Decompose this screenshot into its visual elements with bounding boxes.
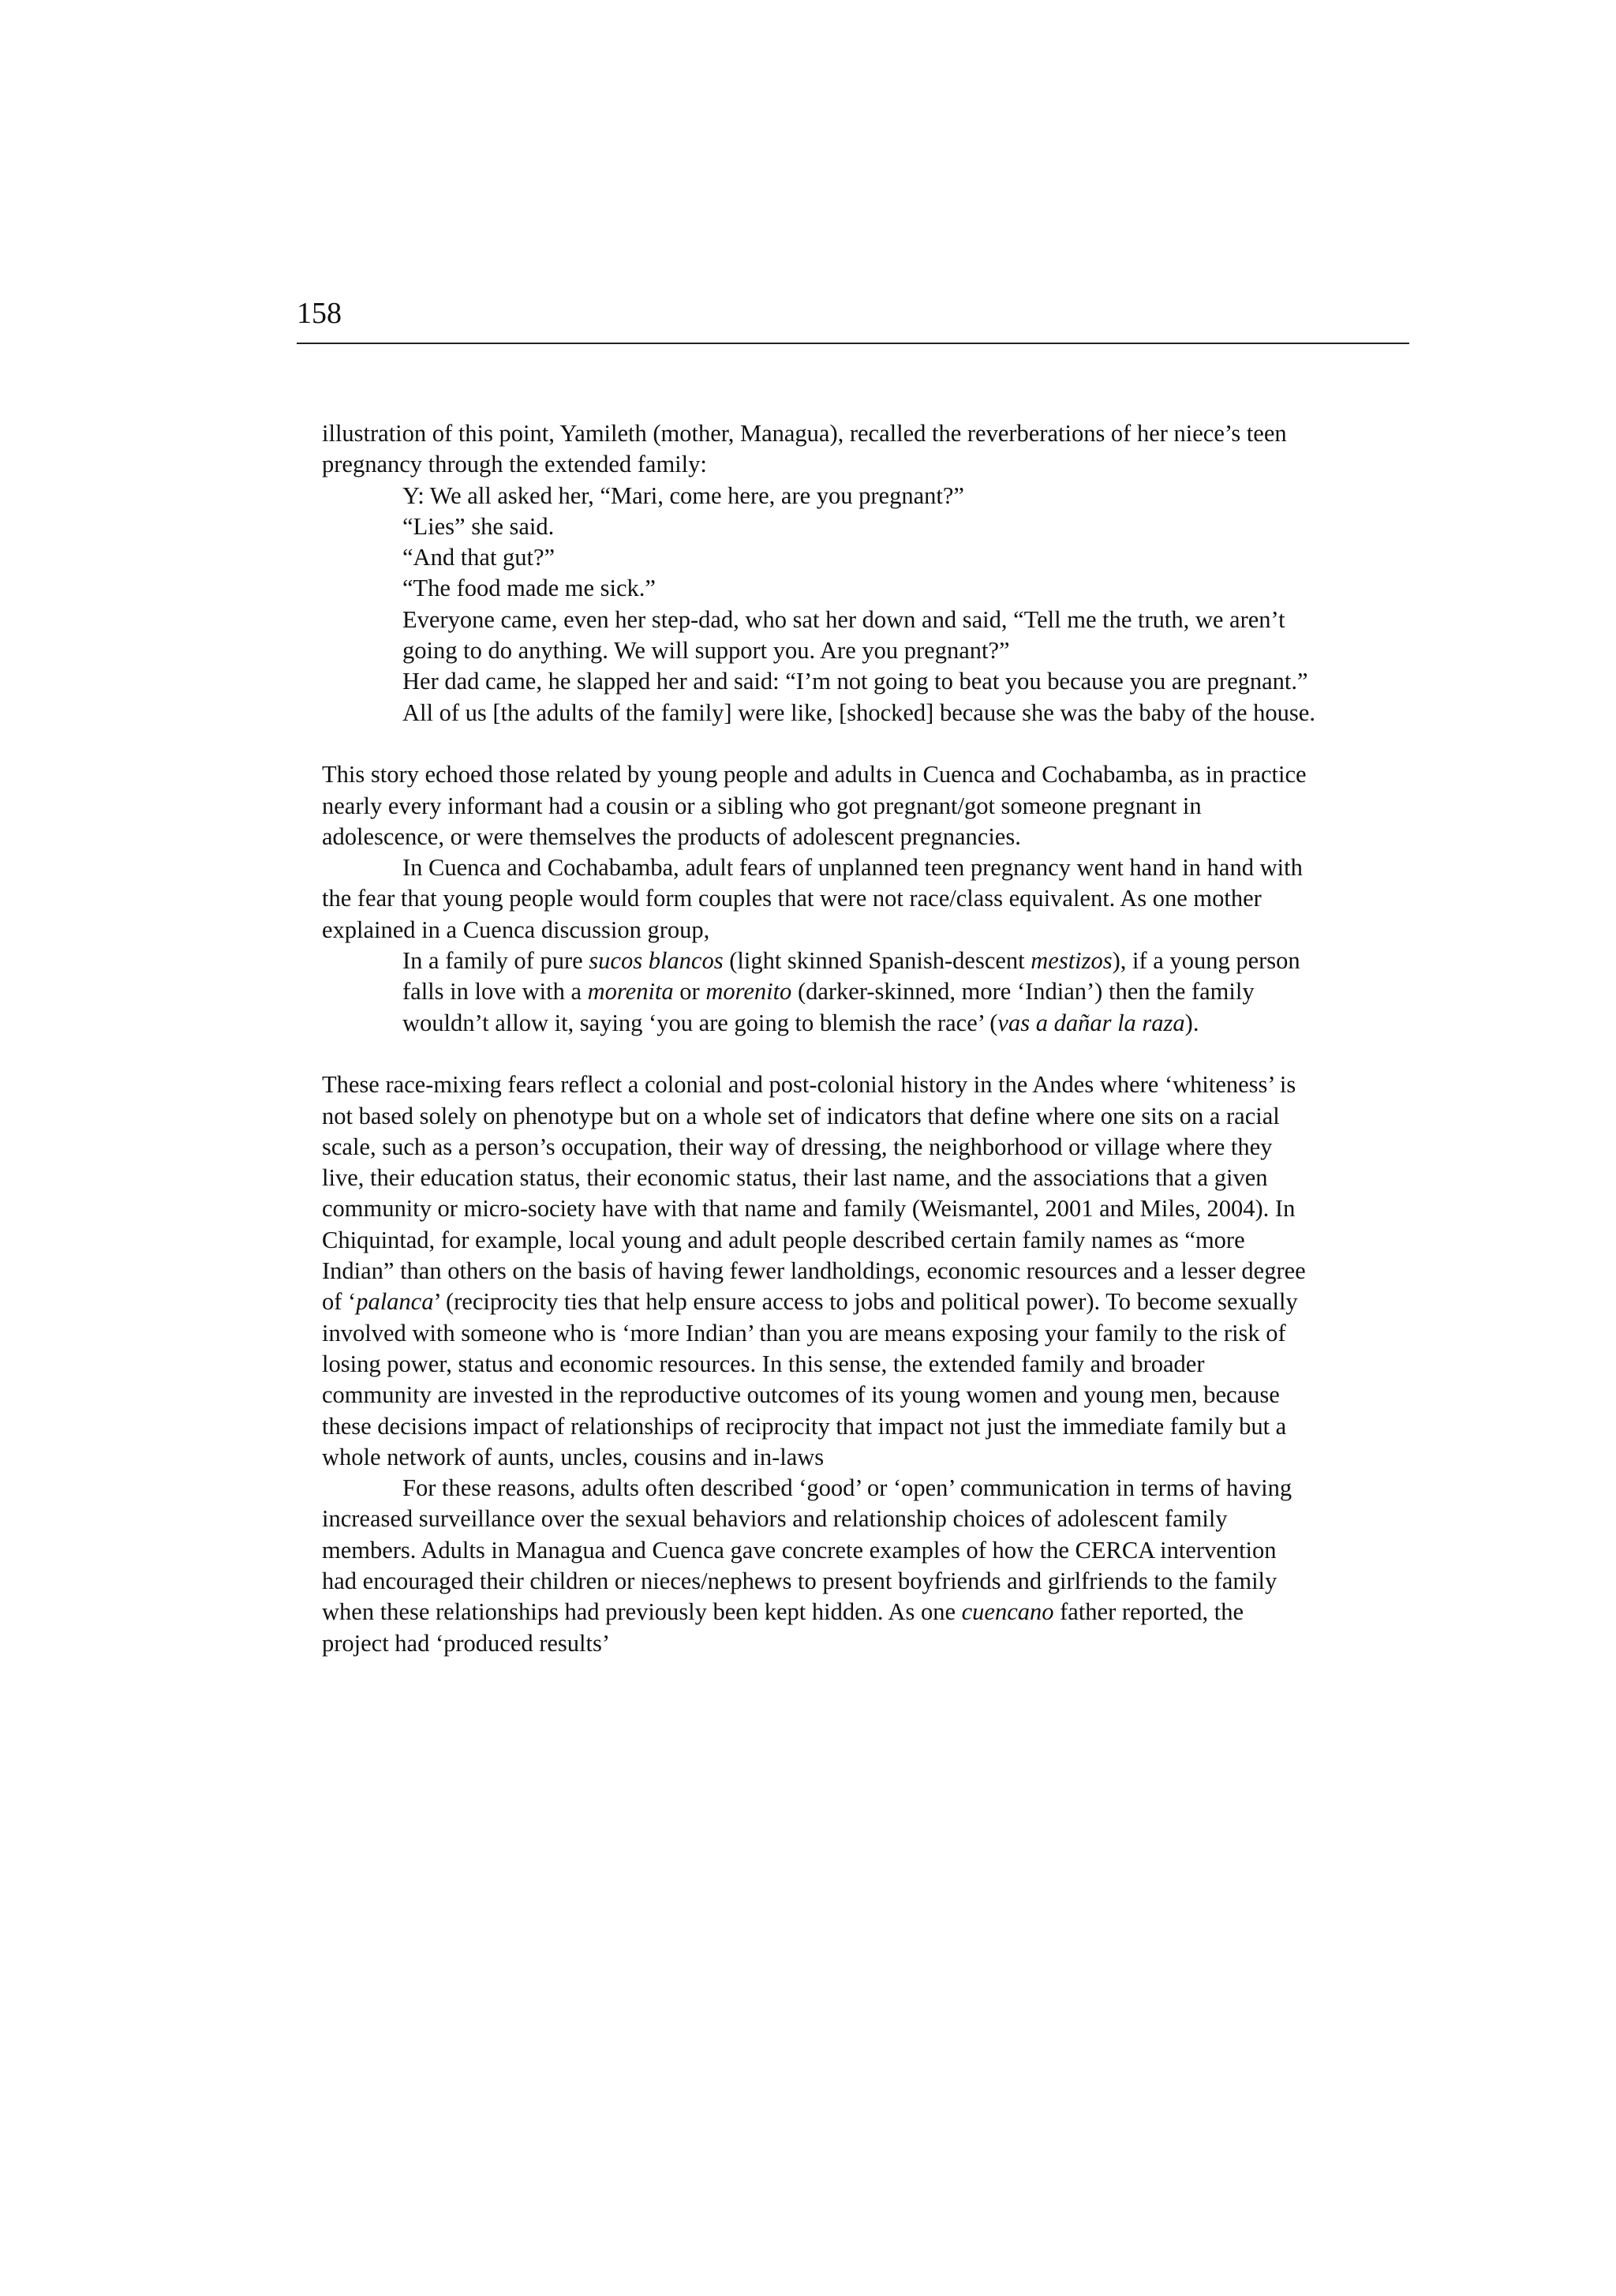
- paragraph-gap: [322, 1039, 1316, 1069]
- page-body: [322, 418, 1316, 1659]
- quote-text: (darker-skinned, more ‘Indian’) then the family wouldn’t allow it, saying ‘you are going to blemish the race’ (: [402, 978, 1255, 1036]
- italic-term: palanca: [356, 1288, 434, 1316]
- paragraph: [322, 1473, 1316, 1659]
- italic-term: morenita: [587, 978, 674, 1006]
- paragraph-gap: [322, 729, 1316, 759]
- dialogue-line: “Lies” she said.: [402, 512, 555, 540]
- paragraph: [322, 1069, 1316, 1473]
- paragraph-text: father reported, the project had ‘produced results’: [322, 1598, 1244, 1657]
- race-block-quote: [322, 946, 1316, 1039]
- quote-text: or: [673, 978, 706, 1006]
- italic-term: morenito: [705, 978, 792, 1006]
- paragraph-text: These race-mixing fears reflect a colonial and post-colonial history in the Andes where ‘whiteness’ is not based solely on phenotype but on a whole set of indicators that define where one sits on a racial scale, such as a person’s occupation, their way of dressing, the neighborhood or village where they live, their education status, their economic status, their last name, and the associations that a given community or micro-society have with that name and family (Weismantel, 2001 and Miles, 2004). In Chiquintad, for example, local young and adult people described certain family names as “more Indian” than others on the basis of having fewer landholdings, economic resources and a lesser degree of ‘: [322, 1071, 1306, 1316]
- dialogue-block-quote: [322, 481, 1316, 729]
- quote-text: (light skinned Spanish-descent: [723, 947, 1031, 975]
- italic-term: mestizos: [1031, 947, 1113, 975]
- dialogue-line: Her dad came, he slapped her and said: “I’m not going to beat you because you are pregnant.”: [402, 668, 1308, 695]
- dialogue-line: Everyone came, even her step-dad, who sat her down and said, “Tell me the truth, we aren’t going to do anything. We will support you. Are you pregnant?”: [402, 605, 1285, 665]
- italic-term: vas a dañar la raza: [997, 1009, 1185, 1036]
- paragraph: In Cuenca and Cochabamba, adult fears of unplanned teen pregnancy went hand in hand with the fear that young people would form couples that were not race/class equivalent. As one mother explained in a Cuenca discussion group,: [322, 854, 1303, 943]
- quote-text: In a family of pure: [402, 947, 589, 975]
- header-rule: [297, 343, 1409, 344]
- paragraph-text: ’ (reciprocity ties that help ensure access to jobs and political power). To become sexually involved with someone who is ‘more Indian’ than you are means exposing your family to the risk of losing power, status and economic resources. In this sense, the extended family and broader community are invested in the reproductive outcomes of its young women and young men, because these decisions impact of relationships of reciprocity that impact not just the immediate family but a whole network of aunts, uncles, cousins and in-laws: [322, 1288, 1298, 1470]
- quote-text: ).: [1184, 1009, 1199, 1036]
- paragraph-text: For these reasons, adults often described ‘good’ or ‘open’ communication in terms of having increased surveillance over the sexual behaviors and relationship choices of adolescent family members. Adults in Managua and Cuenca gave concrete examples of how the CERCA intervention had encouraged their children or nieces/nephews to present boyfriends and girlfriends to the family when these relationships had previously been kept hidden. As one: [322, 1474, 1292, 1626]
- quote-text: ), if a young person falls in love with a: [402, 947, 1300, 1006]
- paragraph: This story echoed those related by young people and adults in Cuenca and Cochabamba, as in practice nearly every informant had a cousin or a sibling who got pregnant/got someone pregnant in adolescence, or were themselves the products of adolescent pregnancies.: [322, 761, 1307, 850]
- italic-term: cuencano: [961, 1598, 1054, 1626]
- dialogue-line: Y: We all asked her, “Mari, come here, are you pregnant?”: [402, 481, 964, 509]
- dialogue-line: All of us [the adults of the family] were like, [shocked] because she was the baby of the house.: [402, 699, 1315, 726]
- italic-term: sucos blancos: [589, 947, 724, 975]
- dialogue-line: “The food made me sick.”: [402, 575, 656, 602]
- dialogue-line: “And that gut?”: [402, 544, 556, 571]
- page-number: 158: [297, 297, 342, 330]
- intro-paragraph: illustration of this point, Yamileth (mother, Managua), recalled the reverberations of her niece’s teen pregnancy through the extended family:: [322, 420, 1287, 478]
